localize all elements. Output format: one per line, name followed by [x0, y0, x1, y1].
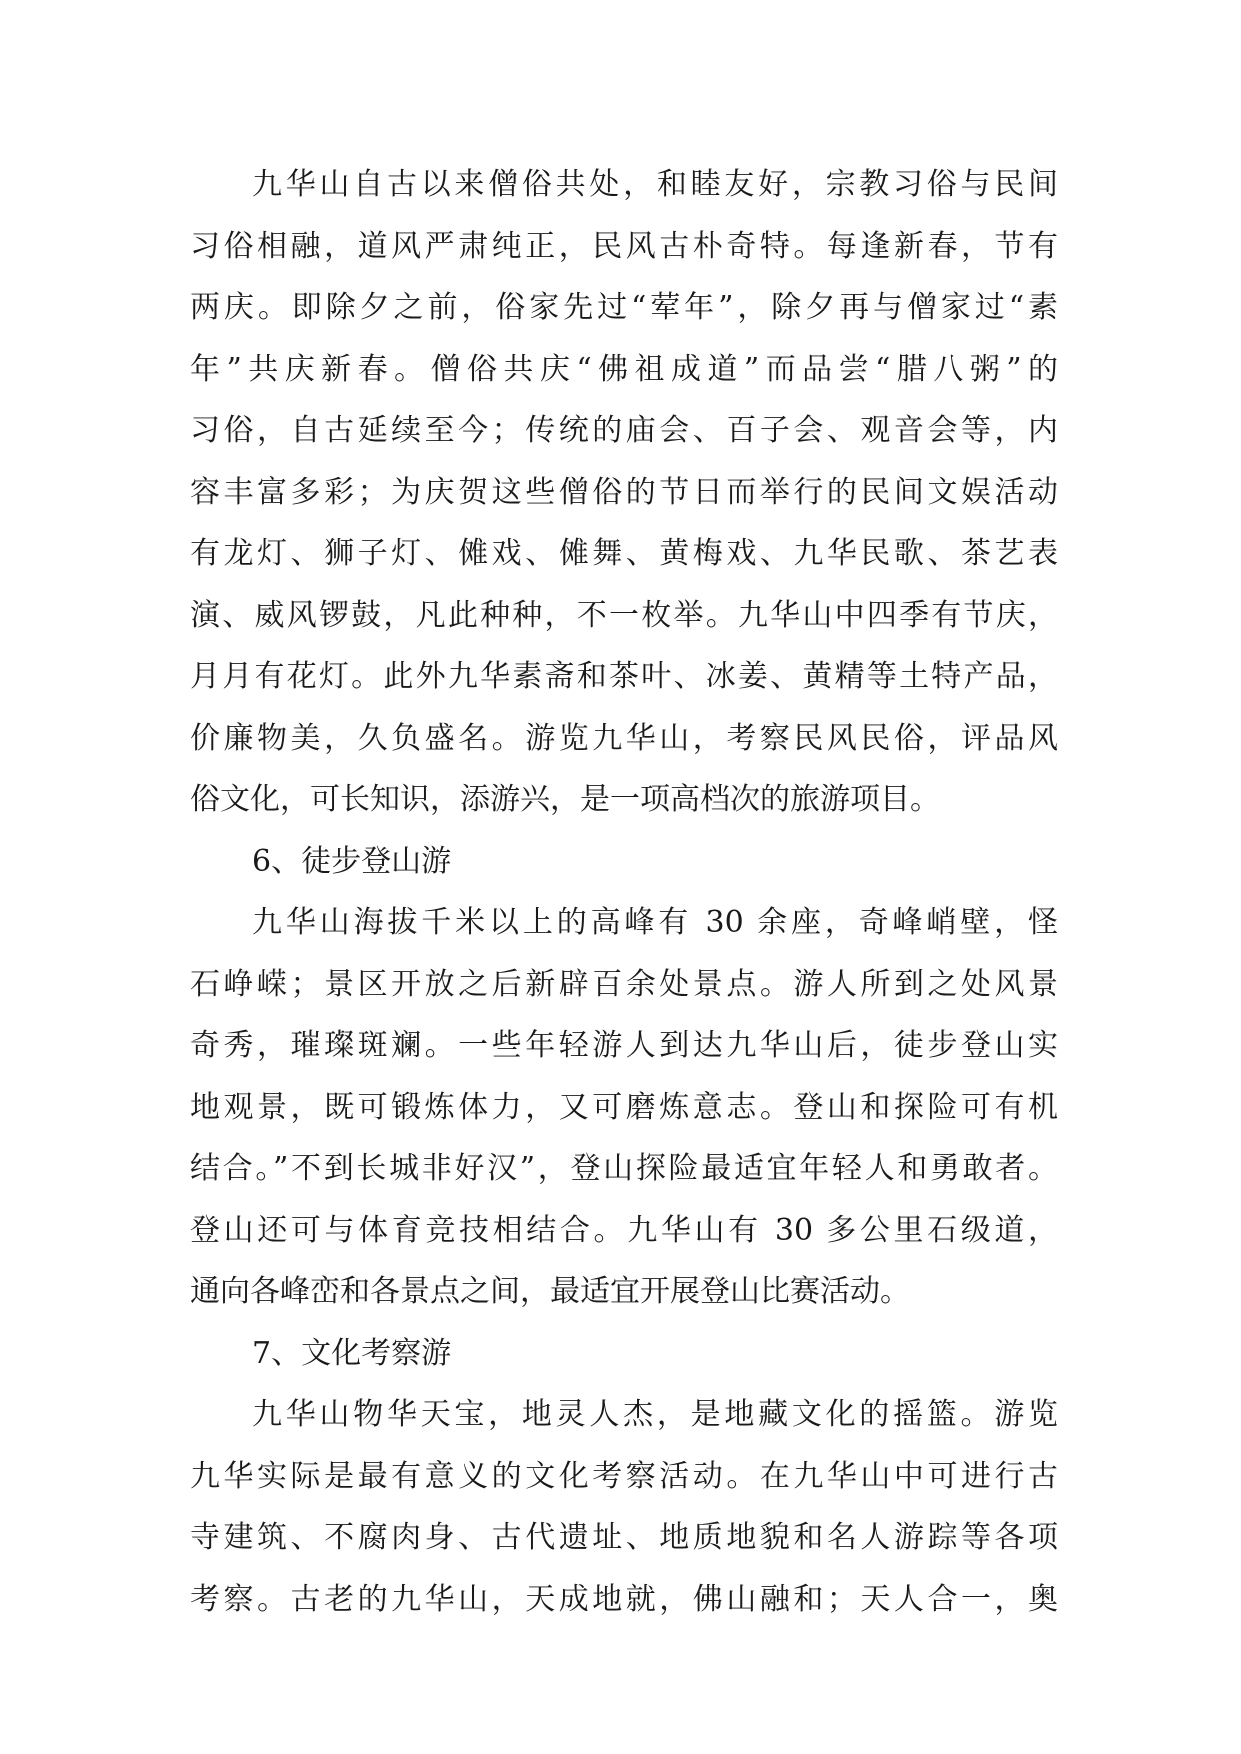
paragraph-line: 俗文化，可长知识，添游兴，是一项高档次的旅游项目。 [190, 782, 940, 817]
paragraph-line: 月月有花灯。此外九华素斋和茶叶、冰姜、黄精等土特产品， [190, 659, 1058, 694]
paragraph-line: 演、威风锣鼓，凡此种种，不一枚举。九华山中四季有节庆， [190, 597, 1058, 633]
paragraph-line: 通向各峰峦和各景点之间，最适宜开展登山比赛活动。 [190, 1274, 910, 1309]
paragraph-line: 考察。古老的九华山，天成地就，佛山融和；天人合一，奥 [190, 1581, 1058, 1617]
paragraph-line: 结合。”不到长城非好汉”，登山探险最适宜年轻人和勇敢者。 [190, 1151, 1058, 1186]
paragraph-line: 登山还可与体育竞技相结合。九华山有 30 多公里石级道， [190, 1212, 1058, 1248]
paragraph-line: 九华山物华天宝，地灵人杰，是地藏文化的摇篮。游览 [252, 1397, 1058, 1432]
section-heading: 7、文化考察游 [252, 1335, 452, 1371]
paragraph-line: 九华山自古以来僧俗共处，和睦友好，宗教习俗与民间 [252, 167, 1058, 202]
paragraph-line: 有龙灯、狮子灯、傩戏、傩舞、黄梅戏、九华民歌、茶艺表 [190, 536, 1058, 571]
paragraph-line: 九华山海拔千米以上的高峰有 30 余座，奇峰峭壁，怪 [252, 905, 1058, 940]
paragraph-line: 奇秀，璀璨斑斓。一些年轻游人到达九华山后，徒步登山实 [190, 1028, 1058, 1063]
paragraph-line: 习俗，自古延续至今；传统的庙会、百子会、观音会等，内 [190, 413, 1058, 448]
paragraph-line: 石峥嵘；景区开放之后新辟百余处景点。游人所到之处风景 [190, 966, 1058, 1002]
paragraph-line: 两庆。即除夕之前，俗家先过“荤年”，除夕再与僧家过“素 [190, 290, 1058, 325]
paragraph-line: 习俗相融，道风严肃纯正，民风古朴奇特。每逢新春，节有 [190, 228, 1058, 264]
paragraph-line: 地观景，既可锻炼体力，又可磨炼意志。登山和探险可有机 [190, 1089, 1058, 1125]
section-heading: 6、徒步登山游 [252, 843, 452, 879]
paragraph-line: 寺建筑、不腐肉身、古代遗址、地质地貌和名人游踪等各项 [190, 1520, 1058, 1555]
paragraph-line: 容丰富多彩；为庆贺这些僧俗的节日而举行的民间文娱活动 [190, 474, 1058, 510]
paragraph-line: 九华实际是最有意义的文化考察活动。在九华山中可进行古 [190, 1458, 1058, 1494]
paragraph-line: 价廉物美，久负盛名。游览九华山，考察民风民俗，评品风 [190, 720, 1058, 756]
paragraph-line: 年”共庆新春。僧俗共庆“佛祖成道”而品尝“腊八粥”的 [190, 351, 1058, 387]
document-body [190, 154, 1058, 1630]
